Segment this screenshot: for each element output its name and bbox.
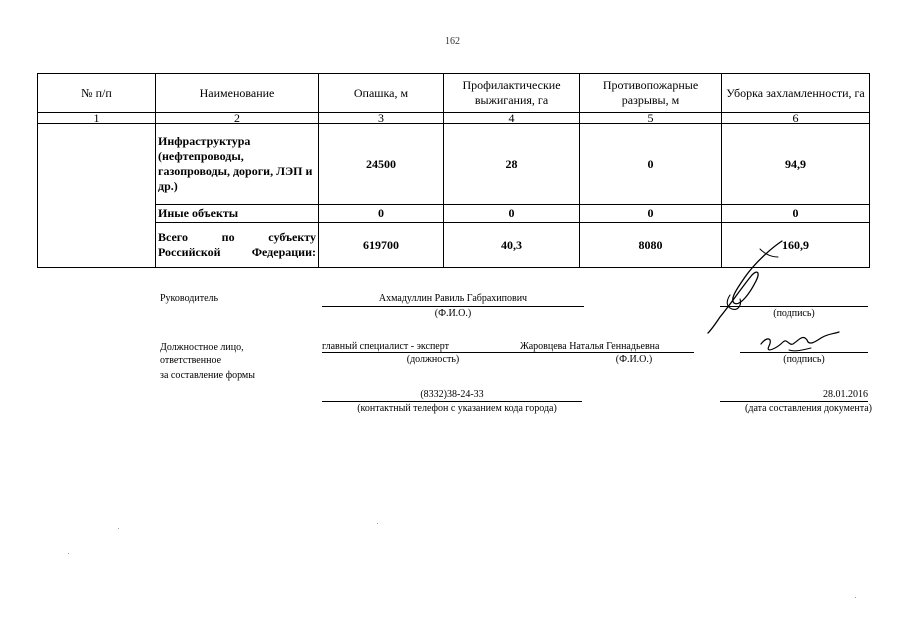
official-label-2: ответственное <box>160 355 222 366</box>
cleanup-value: 160,9 <box>722 223 870 268</box>
head-signature <box>700 235 800 335</box>
phone-value: (8332)38-24-33 <box>420 389 484 400</box>
head-name-line <box>322 306 584 307</box>
column-number: 5 <box>580 113 722 124</box>
date-caption: (дата составления документа) <box>745 403 872 414</box>
breaks-value: 0 <box>580 124 722 205</box>
date-line <box>720 401 868 402</box>
scan-speck <box>118 528 119 529</box>
table-row <box>38 205 870 223</box>
scan-speck <box>68 553 69 554</box>
page-number: 162 <box>445 36 460 47</box>
phone-line <box>322 401 582 402</box>
column-number: 2 <box>156 113 319 124</box>
plowing-value: 619700 <box>319 223 444 268</box>
head-label: Руководитель <box>160 293 219 304</box>
scan-speck <box>855 597 856 598</box>
official-label-3: за составление формы <box>160 370 255 381</box>
column-number-row <box>38 113 870 124</box>
burning-value: 28 <box>444 124 580 205</box>
table-row <box>38 124 870 205</box>
cleanup-value: 94,9 <box>722 124 870 205</box>
head-name: Ахмадуллин Равиль Габрахипович <box>378 293 528 304</box>
cleanup-value: 0 <box>722 205 870 223</box>
row-name: Всего по субъекту Российской Федерации: <box>156 223 319 268</box>
column-number: 1 <box>38 113 156 124</box>
official-position-caption: (должность) <box>406 354 460 365</box>
official-signature <box>755 330 845 360</box>
burning-value: 40,3 <box>444 223 580 268</box>
column-number: 4 <box>444 113 580 124</box>
header-burning: Профилактические выжигания, га <box>444 74 580 113</box>
column-number: 6 <box>722 113 870 124</box>
plowing-value: 24500 <box>319 124 444 205</box>
burning-value: 0 <box>444 205 580 223</box>
table-header-row <box>38 74 870 113</box>
official-sign-caption: (подпись) <box>783 354 825 365</box>
head-sign-caption: (подпись) <box>773 308 815 319</box>
row-name: Иные объекты <box>156 205 319 223</box>
column-number: 3 <box>319 113 444 124</box>
phone-caption: (контактный телефон с указанием кода города) <box>357 403 557 414</box>
header-num: № п/п <box>38 74 156 113</box>
header-cleanup: Уборка захламленности, га <box>722 74 870 113</box>
breaks-value: 0 <box>580 205 722 223</box>
official-position-line <box>322 352 544 353</box>
plowing-value: 0 <box>319 205 444 223</box>
official-name: Жаровцева Наталья Геннадьевна <box>520 341 660 352</box>
date-value: 28.01.2016 <box>823 389 868 400</box>
breaks-value: 8080 <box>580 223 722 268</box>
official-label-1: Должностное лицо, <box>160 342 244 353</box>
header-name: Наименование <box>156 74 319 113</box>
official-name-line <box>544 352 694 353</box>
official-position: главный специалист - эксперт <box>322 341 449 352</box>
row-name: Инфраструктура (нефтепроводы, газопроводы, дороги, ЛЭП и др.) <box>156 124 319 205</box>
official-name-caption: (Ф.И.О.) <box>615 354 653 365</box>
header-plowing: Опашка, м <box>319 74 444 113</box>
head-name-caption: (Ф.И.О.) <box>434 308 472 319</box>
scan-speck <box>377 523 378 524</box>
row-number-cell <box>38 124 156 268</box>
header-breaks: Противопожарные разрывы, м <box>580 74 722 113</box>
